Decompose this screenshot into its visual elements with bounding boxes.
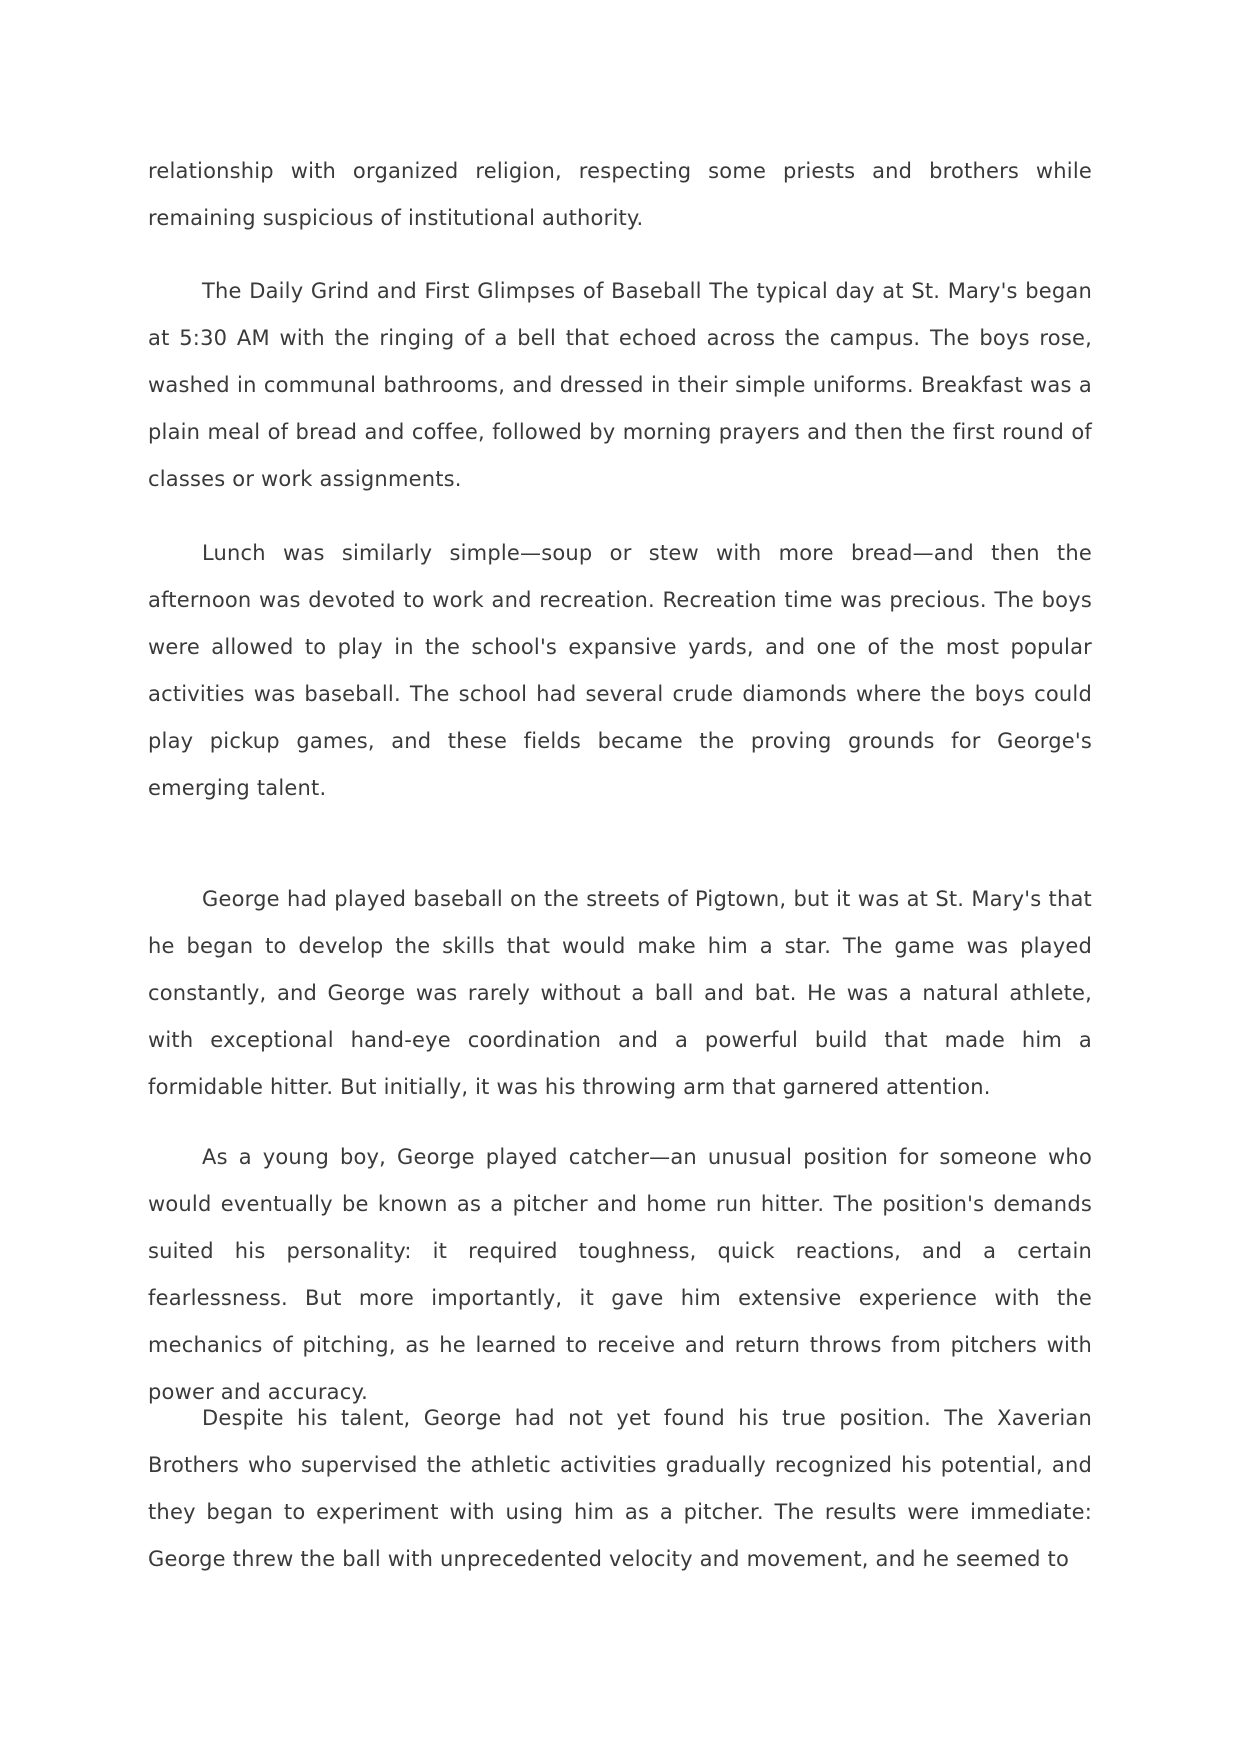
paragraph-text: Lunch was similarly simple—soup or stew with more bread—and then the afternoon was devoted to work and recreation. Recreation time was precious. The boys were allowed to play in the school's expansive yards, and one of the most popular activities was baseball. The school had several crude diamonds where the boys could play pickup games, and these fields became the proving grounds for George's emerging talent. [148,541,1092,800]
paragraph-continuation [148,148,1092,242]
paragraph-text: As a young boy, George played catcher—an unusual position for someone who would eventually be known as a pitcher and home run hitter. The position's demands suited his personality: it required toughness, quick reactions, and a certain fearlessness. But more importantly, it gave him extensive experience with the mechanics of pitching, as he learned to receive and return throws from pitchers with power and accuracy. [148,1145,1092,1404]
paragraph-text: Despite his talent, George had not yet found his true position. The Xaverian Brothers who supervised the athletic activities gradually recognized his potential, and they began to experiment with using him as a pitcher. The results were immediate: George threw the ball with unprecedented velocity and movement, and he seemed to [148,1406,1092,1571]
paragraph-text: The Daily Grind and First Glimpses of Baseball The typical day at St. Mary's began at 5:30 AM with the ringing of a bell that echoed across the campus. The boys rose, washed in communal bathrooms, and dressed in their simple uniforms. Breakfast was a plain meal of bread and coffee, followed by morning prayers and then the first round of classes or work assignments. [148,279,1092,491]
paragraph-catcher [148,1134,1092,1416]
paragraph-lunch [148,530,1092,812]
paragraph-pigtown [148,876,1092,1111]
paragraph-text: George had played baseball on the streets of Pigtown, but it was at St. Mary's that he began to develop the skills that would make him a star. The game was played constantly, and George was rarely without a ball and bat. He was a natural athlete, with exceptional hand-eye coordination and a powerful build that made him a formidable hitter. But initially, it was his throwing arm that garnered attention. [148,887,1092,1099]
paragraph-text: relationship with organized religion, respecting some priests and brothers while remaining suspicious of institutional authority. [148,159,1092,230]
paragraph-daily-grind [148,268,1092,503]
paragraph-pitcher [148,1395,1092,1583]
